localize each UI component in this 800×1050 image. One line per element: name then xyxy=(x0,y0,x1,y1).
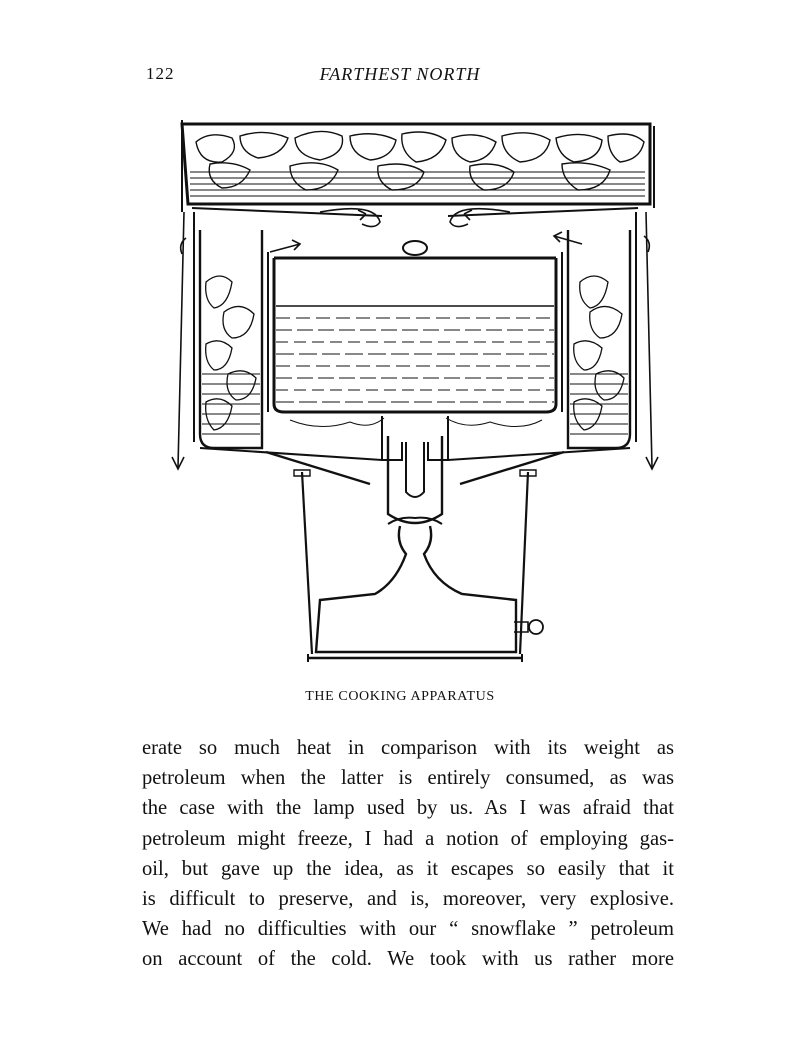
text-line: We had no difficulties with our “ snowflake ” petroleum xyxy=(142,918,674,941)
page-number: 122 xyxy=(146,64,175,83)
body-text xyxy=(142,733,674,975)
text-line: on account of the cold. We took with us rather more xyxy=(142,948,674,971)
text-line: petroleum when the latter is entirely consumed, as was xyxy=(142,767,674,790)
page-header xyxy=(0,64,800,88)
ice-pan xyxy=(182,120,654,212)
left-side-jacket xyxy=(200,230,262,448)
lamp-stand xyxy=(294,470,543,662)
text-line: petroleum might freeze, I had a notion of employing gas- xyxy=(142,827,674,850)
figure-caption: THE COOKING APPARATUS xyxy=(305,689,495,704)
text-line: oil, but gave up the idea, as it escapes so easily that it xyxy=(142,857,674,880)
cooking-apparatus-illustration xyxy=(170,112,660,672)
text-line: erate so much heat in comparison with its weight as xyxy=(142,737,674,759)
outer-hood xyxy=(192,208,638,442)
text-line: the case with the lamp used by us. As I was afraid that xyxy=(142,797,674,820)
text-line: is difficult to preserve, and is, moreover, very explosive. xyxy=(142,887,674,910)
running-head: FARTHEST NORTH xyxy=(319,64,481,84)
lower-hood xyxy=(200,416,630,523)
right-side-jacket xyxy=(568,230,630,448)
cooking-pot xyxy=(268,241,562,427)
